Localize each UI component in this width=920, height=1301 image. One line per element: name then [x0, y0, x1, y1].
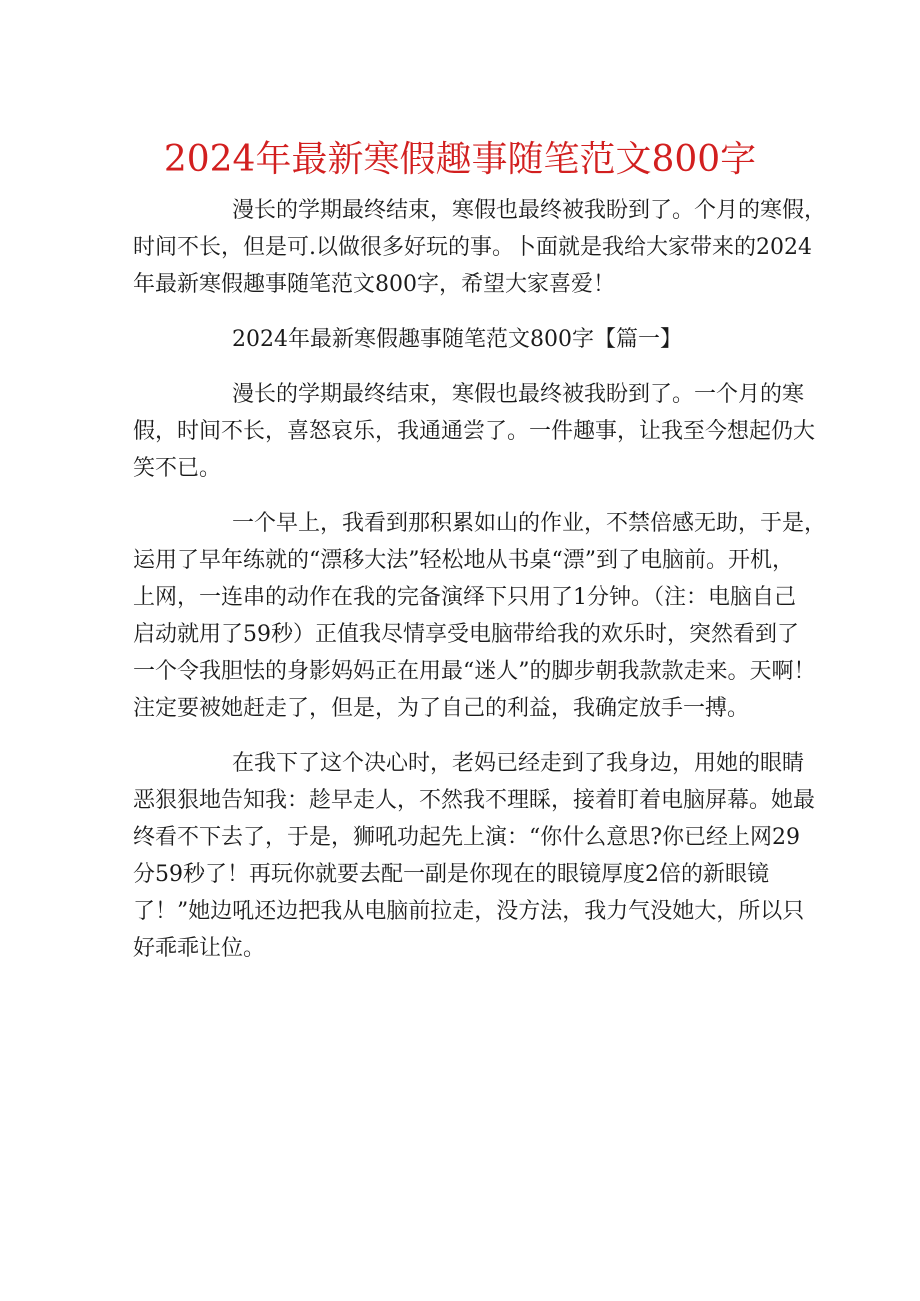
paragraph-line: 好乖乖让位。 — [133, 936, 266, 961]
document-body — [133, 192, 827, 985]
paragraph-line: 一个早上，我看到那积累如山的作业，不禁倍感无助，于是， — [232, 511, 827, 536]
paragraph-line: 漫长的学期最终结束，寒假也最终被我盼到了。个月的寒假， — [232, 198, 827, 223]
paragraph-line: 假，时间不长，喜怒哀乐，我通通尝了。一件趣事，让我至今想起仍大 — [133, 419, 816, 444]
paragraph-line: 运用了早年练就的“漂移大法”轻松地从书桌“漂”到了电脑前。开机， — [133, 548, 794, 573]
section-paragraph-1 — [133, 376, 816, 487]
paragraph-line: 恶狠狠地告知我：趁早走人，不然我不理睬，接着盯着电脑屏幕。她最 — [133, 788, 816, 813]
paragraph-line: 一个令我胆怯的身影妈妈正在用最“迷人”的脚步朝我款款走来。天啊！ — [133, 659, 816, 684]
document-title: 2024年最新寒假趣事随笔范文800字 — [163, 139, 757, 180]
paragraph-line: 上网，一连串的动作在我的完备演绎下只用了1分钟。（注：电脑自己 — [133, 585, 796, 610]
paragraph-line: 年最新寒假趣事随笔范文800字，希望大家喜爱！ — [133, 272, 615, 297]
paragraph-line: 注定要被她赶走了，但是，为了自己的利益，我确定放手一搏。 — [133, 696, 750, 721]
intro-paragraph — [133, 192, 827, 303]
section-heading: 2024年最新寒假趣事随笔范文800字【篇一】 — [232, 327, 682, 352]
paragraph-line: 分59秒了！再玩你就要去配一副是你现在的眼镜厚度2倍的新眼镜 — [133, 862, 769, 887]
paragraph-line: 漫长的学期最终结束，寒假也最终被我盼到了。一个月的寒 — [232, 382, 805, 407]
paragraph-line: 启动就用了59秒）正值我尽情享受电脑带给我的欢乐时，突然看到了 — [133, 622, 799, 647]
paragraph-line: 笑不已。 — [133, 456, 222, 481]
paragraph-line: 了！”她边吼还边把我从电脑前拉走，没方法，我力气没她大，所以只 — [133, 899, 805, 924]
paragraph-line: 时间不长，但是可.以做很多好玩的事。卜面就是我给大家带来的2024 — [133, 235, 812, 260]
section-paragraph-2 — [133, 505, 827, 727]
paragraph-line: 在我下了这个决心时，老妈已经走到了我身边，用她的眼睛 — [232, 751, 805, 776]
paragraph-line: 终看不下去了，于是，狮吼功起先上演：“你什么意思?你已经上网29 — [133, 825, 801, 850]
section-paragraph-3 — [133, 745, 816, 967]
